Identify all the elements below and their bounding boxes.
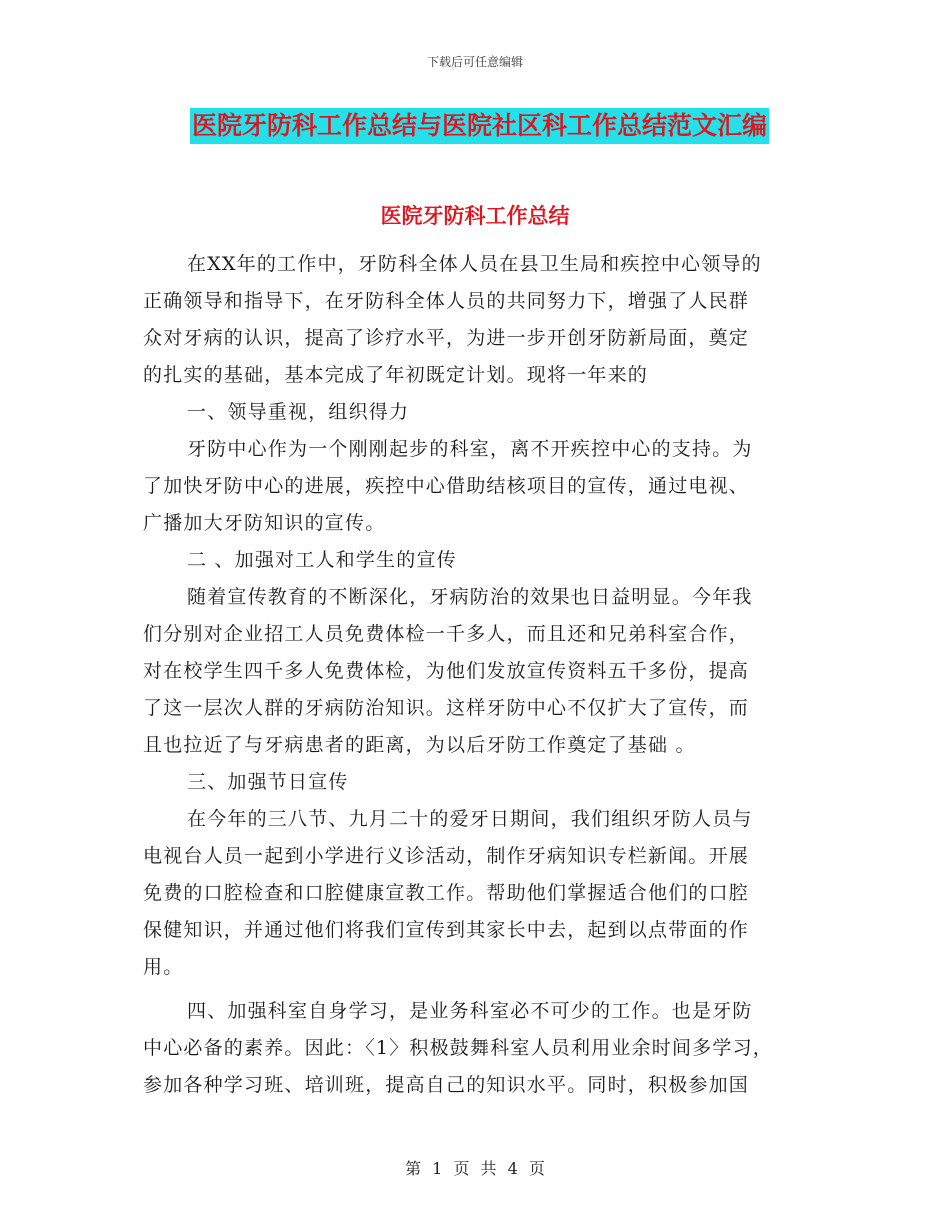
paragraph-line: 正确领导和指导下，在牙防科全体人员的共同努力下，增强了人民群 [143,290,750,312]
document-title: 医院牙防科工作总结与医院社区科工作总结范文汇编 [190,108,769,144]
paragraph-line: 牙防中心作为一个刚刚起步的科室，离不开疾控中心的支持。为 [187,438,753,460]
paragraph-line: 广播加大牙防知识的宣传。 [143,512,386,534]
subheading-workers-students: 二 、加强对工人和学生的宣传 [187,549,457,571]
paragraph-line: 参加各种学习班、培训班，提高自己的知识水平。同时，积极参加国 [143,1074,750,1096]
header-note: 下载后可任意编辑 [426,55,523,69]
paragraph-line: 免费的口腔检查和口腔健康宣教工作。帮助他们掌握适合他们的口腔 [143,882,750,904]
section-title: 医院牙防科工作总结 [380,203,570,228]
paragraph-line: 电视台人员一起到小学进行义诊活动，制作牙病知识专栏新闻。开展 [143,845,750,867]
paragraph-line: 随着宣传教育的不断深化，牙病防治的效果也日益明显。今年我 [187,586,753,608]
paragraph-line: 用。 [143,956,184,978]
paragraph-line: 了加快牙防中心的进展，疾控中心借助结核项目的宣传，通过电视、 [143,475,750,497]
body-text [143,246,813,1104]
paragraph-line: 了这一层次人群的牙病防治知识。这样牙防中心不仅扩大了宣传，而 [143,697,750,719]
subheading-leadership: 一、领导重视，组织得力 [187,401,410,423]
paragraph-line: 四、加强科室自身学习，是业务科室必不可少的工作。也是牙防 [187,1000,753,1022]
page-number: 第 1 页 共 4 页 [405,1159,545,1178]
paragraph-line: 且也拉近了与牙病患者的距离，为以后牙防工作奠定了基础 。 [143,734,696,756]
subheading-holiday-promotion: 三、加强节日宣传 [187,771,349,793]
paragraph-line: 中心必备的素养。因此：〈1〉积极鼓舞科室人员利用业余时间多学习， [143,1037,773,1059]
paragraph-line: 保健知识，并通过他们将我们宣传到其家长中去，起到以点带面的作 [143,919,750,941]
paragraph-line: 的扎实的基础，基本完成了年初既定计划。现将一年来的 [143,364,649,386]
paragraph-line: 在XX年的工作中，牙防科全体人员在县卫生局和疾控中心领导的 [187,253,762,275]
paragraph-line: 众对牙病的认识，提高了诊疗水平，为进一步开创牙防新局面，奠定 [143,327,750,349]
paragraph-line: 们分别对企业招工人员免费体检一千多人，而且还和兄弟科室合作， [143,623,750,645]
paragraph-line: 在今年的三八节、九月二十的爱牙日期间，我们组织牙防人员与 [187,808,753,830]
paragraph-line: 对在校学生四千多人免费体检，为他们发放宣传资料五千多份，提高 [143,660,750,682]
